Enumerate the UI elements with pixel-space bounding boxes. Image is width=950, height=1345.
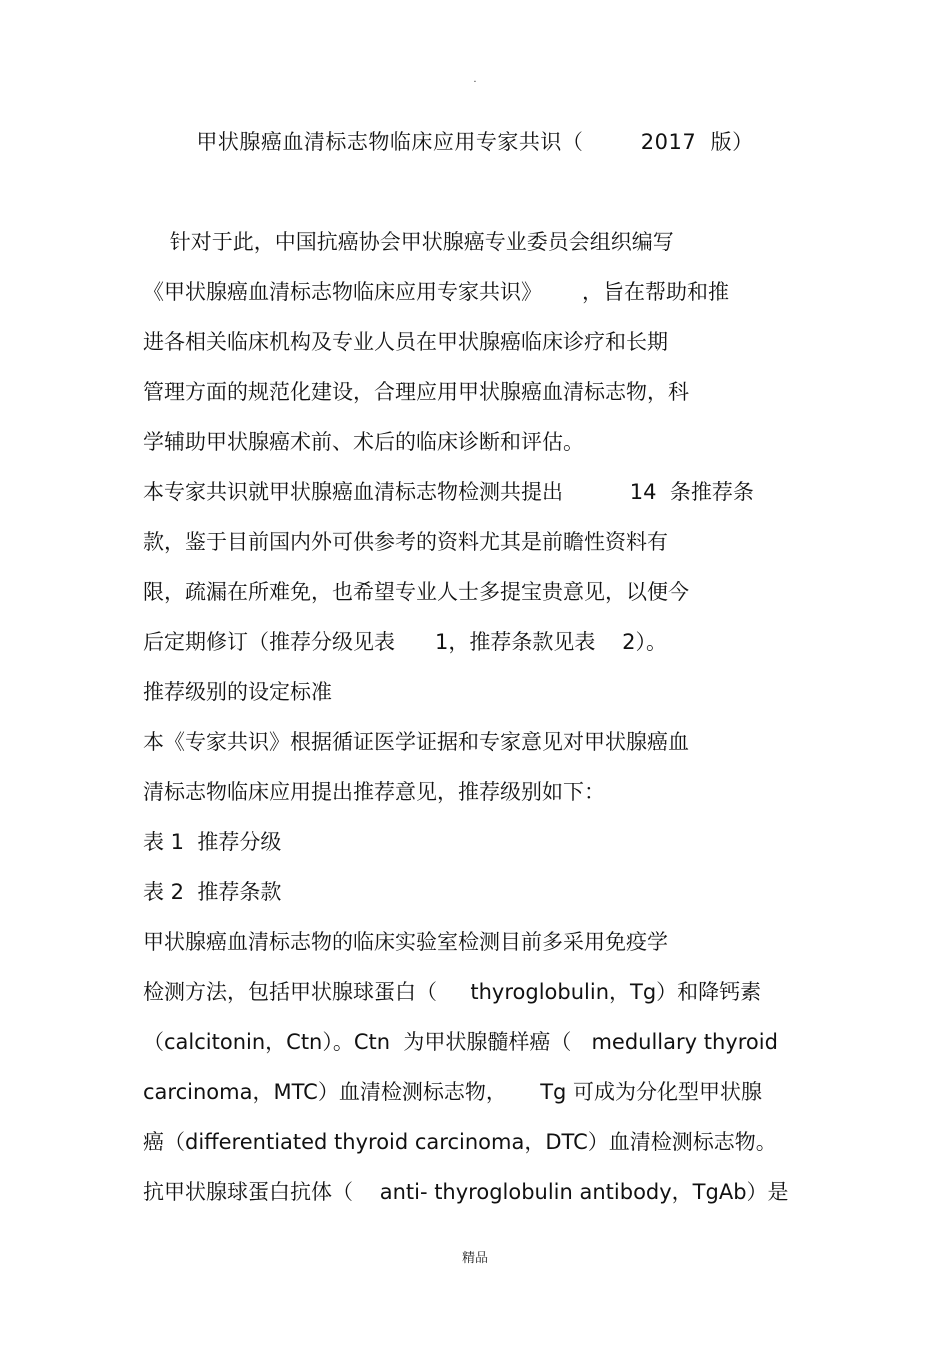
body-line: 进各相关临床机构及专业人员在甲状腺癌临床诊疗和长期 — [143, 330, 668, 354]
table-caption: 表 2 推荐条款 — [143, 880, 282, 904]
header-dot: . — [473, 74, 477, 85]
table-caption: 表 1 推荐分级 — [143, 830, 282, 854]
body-line: 管理方面的规范化建设，合理应用甲状腺癌血清标志物，科 — [143, 380, 689, 404]
body-line: 款，鉴于目前国内外可供参考的资料尤其是前瞻性资料有 — [143, 530, 668, 554]
body-line: 限，疏漏在所难免，也希望专业人士多提宝贵意见，以便今 — [143, 580, 689, 604]
document-title: 甲状腺癌血清标志物临床应用专家共识（ 2017 版） — [196, 130, 754, 154]
body-line: 甲状腺癌血清标志物的临床实验室检测目前多采用免疫学 — [143, 930, 668, 954]
body-line: 清标志物临床应用提出推荐意见，推荐级别如下： — [143, 780, 605, 804]
body-line: 抗甲状腺球蛋白抗体（ anti- thyroglobulin antibody，TgAb）是 — [143, 1180, 789, 1204]
body-line: 针对于此，中国抗癌协会甲状腺癌专业委员会组织编写 — [143, 230, 674, 254]
body-line: 学辅助甲状腺癌术前、术后的临床诊断和评估。 — [143, 430, 584, 454]
body-line: 检测方法，包括甲状腺球蛋白（ thyroglobulin，Tg）和降钙素 — [143, 980, 762, 1004]
body-line: 后定期修订（推荐分级见表 1，推荐条款见表 2）。 — [143, 630, 667, 654]
section-heading: 推荐级别的设定标准 — [143, 680, 332, 704]
body-line: 本《专家共识》根据循证医学证据和专家意见对甲状腺癌血 — [143, 730, 689, 754]
body-line: （calcitonin，Ctn）。Ctn 为甲状腺髓样癌（ medullary thyroid — [143, 1030, 778, 1054]
body-line: 《甲状腺癌血清标志物临床应用专家共识》 ，旨在帮助和推 — [143, 280, 730, 304]
body-line: carcinoma，MTC）血清检测标志物， Tg 可成为分化型甲状腺 — [143, 1080, 763, 1104]
footer-label: 精品 — [461, 1251, 488, 1266]
body-line: 本专家共识就甲状腺癌血清标志物检测共提出 14 条推荐条 — [143, 480, 754, 504]
body-line: 癌（differentiated thyroid carcinoma，DTC）血清检测标志物。 — [143, 1130, 777, 1154]
